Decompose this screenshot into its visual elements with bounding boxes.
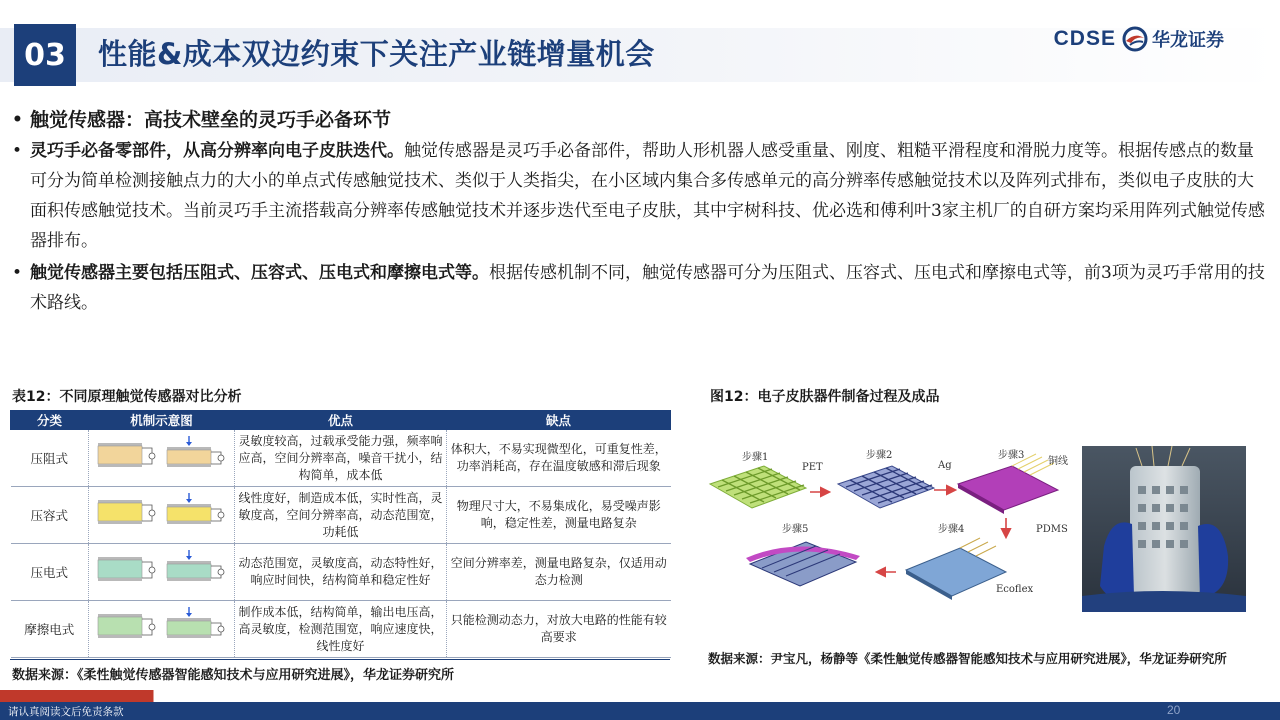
page-title: 性能&成本双边约束下关注产业链增量机会 xyxy=(98,37,655,71)
step4-device xyxy=(906,538,1006,600)
electronic-skin-photo xyxy=(1082,446,1246,612)
step2-mesh xyxy=(838,466,934,508)
bullet-item-1 xyxy=(12,136,1270,256)
dragon-logo-icon xyxy=(1122,26,1148,52)
pdms-label: PDMS xyxy=(1036,524,1068,535)
table-source: 数据来源：《柔性触觉传感器智能感知技术与应用研究进展》，华龙证券研究所 xyxy=(12,668,455,683)
figure-source-body: 尹宝凡，杨静等《柔性触觉传感器智能感知技术与应用研究进展》，华龙证券研究所 xyxy=(770,651,1227,666)
mechanism-diagram-pressed-3 xyxy=(165,607,227,651)
table-header-row xyxy=(11,411,671,430)
cell-diagram xyxy=(89,544,235,601)
step3-label: 步骤3 xyxy=(998,450,1025,461)
mechanism-diagram-pressed-2 xyxy=(165,550,227,594)
ag-label: Ag xyxy=(938,460,952,471)
bullet-1-lead: 灵巧手必备零部件，从高分辨率向电子皮肤迭代。 xyxy=(30,141,404,161)
table-row xyxy=(11,430,671,487)
cell-diagram xyxy=(89,430,235,487)
cell-pros: 制作成本低，结构简单，输出电压高，高灵敏度，检测范围宽，响应速度快，线性度好 xyxy=(235,601,447,658)
col-header-diagram: 机制示意图 xyxy=(89,411,235,430)
table-row xyxy=(11,544,671,601)
cell-type: 压容式 xyxy=(11,487,89,544)
fabrication-process-diagram xyxy=(706,444,1076,604)
table-bottom-rule xyxy=(10,659,670,660)
table-row xyxy=(11,487,671,544)
cell-pros: 动态范围宽，灵敏度高，动态特性好，响应时间快，结构简单和稳定性好 xyxy=(235,544,447,601)
bullet-heading: • 触觉传感器：高技术壁垒的灵巧手必备环节 xyxy=(12,104,1270,136)
ecoflex-label: Ecoflex xyxy=(996,584,1034,595)
cell-type: 摩擦电式 xyxy=(11,601,89,658)
figure-source xyxy=(708,650,1260,668)
cell-pros: 线性度好，制造成本低，实时性高，灵敏度高，空间分辨率高，动态范围宽，功耗低 xyxy=(235,487,447,544)
cell-cons: 空间分辨率差，测量电路复杂，仅适用动态力检测 xyxy=(447,544,671,601)
cell-diagram xyxy=(89,487,235,544)
mechanism-diagram-pressed-1 xyxy=(165,493,227,537)
pet-label: PET xyxy=(802,462,823,473)
page-number: 20 xyxy=(1167,703,1181,717)
mechanism-diagram-rest-2 xyxy=(96,550,158,594)
company-logo xyxy=(1054,26,1224,52)
page-header xyxy=(0,0,1280,90)
cell-pros: 灵敏度较高，过载承受能力强，频率响应高，空间分辨率高，噪音干扰小，结构简单，成本低 xyxy=(235,430,447,487)
step4-label: 步骤4 xyxy=(938,524,965,535)
col-header-cons: 缺点 xyxy=(447,411,671,430)
section-number: 03 xyxy=(14,24,76,86)
page-footer xyxy=(0,702,1280,720)
cell-type: 压电式 xyxy=(11,544,89,601)
figure-source-lead: 数据来源： xyxy=(708,651,771,666)
step1-mesh xyxy=(710,466,806,508)
step3-device xyxy=(958,454,1058,514)
comparison-table xyxy=(10,410,671,658)
bullet-list xyxy=(12,104,1270,318)
cell-cons: 只能检测动态力，对放大电路的性能有较高要求 xyxy=(447,601,671,658)
logo-en: CDSE xyxy=(1053,27,1116,50)
step1-label: 步骤1 xyxy=(742,452,769,463)
table-row xyxy=(11,601,671,658)
bullet-2-lead: 触觉传感器主要包括压阻式、压容式、压电式和摩擦电式等。 xyxy=(30,263,489,283)
cell-diagram xyxy=(89,601,235,658)
mechanism-diagram-pressed-0 xyxy=(165,436,227,480)
col-header-pros: 优点 xyxy=(235,411,447,430)
cell-cons: 体积大，不易实现微型化，可重复性差，功率消耗高，存在温度敏感和滞后现象 xyxy=(447,430,671,487)
bullet-2-body: 根据传感机制不同，触觉传感器可分为压阻式、压容式、压电式和摩擦电式等，前3项为灵巧手常用的技术路线。 xyxy=(30,263,1265,313)
footer-accent-stripe xyxy=(0,690,1280,702)
wire-label: 铜线 xyxy=(1048,456,1068,467)
cell-cons: 物理尺寸大，不易集成化，易受噪声影响，稳定性差，测量电路复杂 xyxy=(447,487,671,544)
mechanism-diagram-rest-0 xyxy=(96,436,158,480)
bullet-1-body: 触觉传感器是灵巧手必备部件，帮助人形机器人感受重量、刚度、粗糙平滑程度和滑脱力度等。根据传感点的数量可分为简单检测接触点力的大小的单点式传感触觉技术、类似于人类指尖，在小区域内集合多传感单元的高分辨率传感触觉技术以及阵列式排布，类似电子皮肤的大面积传感触觉技术。当前灵巧手主流搭载高分辨率传感触觉技术并逐步迭代至电子皮肤，其中宇树科技、优必选和傅利叶3家主机厂的自研方案均采用阵列式触觉传感器排布。 xyxy=(30,141,1265,251)
step5-label: 步骤5 xyxy=(782,524,809,535)
mechanism-diagram-rest-1 xyxy=(96,493,158,537)
cell-type: 压阻式 xyxy=(11,430,89,487)
bullet-item-2 xyxy=(12,258,1270,318)
figure-caption: 图12：电子皮肤器件制备过程及成品 xyxy=(710,389,940,405)
step5-device xyxy=(746,542,860,586)
disclaimer-note[interactable]: 请认真阅读文后免责条款 xyxy=(8,706,124,718)
col-header-type: 分类 xyxy=(11,411,89,430)
table-caption: 表12：不同原理触觉传感器对比分析 xyxy=(12,389,242,405)
mechanism-diagram-rest-3 xyxy=(96,607,158,651)
logo-cn: 华龙证券 xyxy=(1152,30,1224,51)
step2-label: 步骤2 xyxy=(866,450,893,461)
